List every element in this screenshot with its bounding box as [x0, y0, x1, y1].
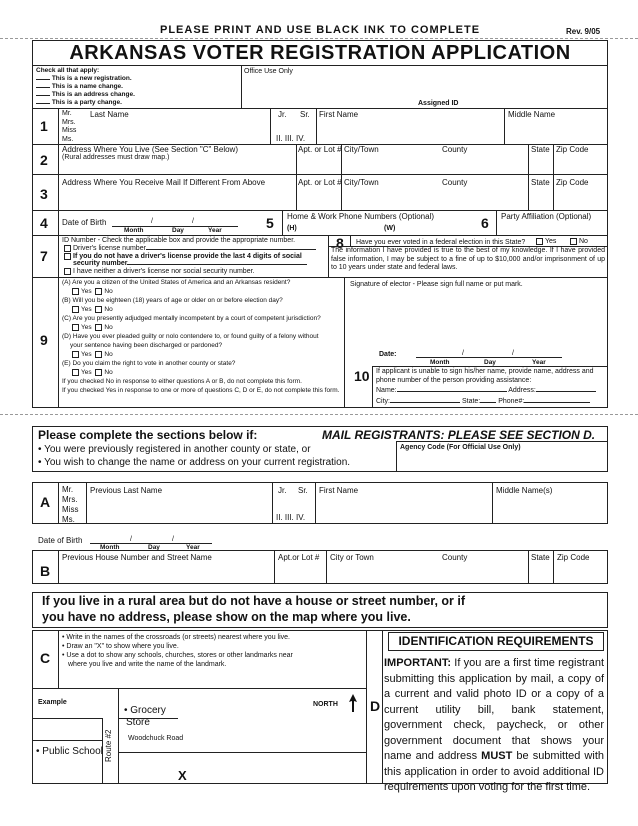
assistant-city-label: City:: [376, 398, 390, 405]
assistant-address-label: Address:: [508, 387, 536, 394]
north-label: NORTH: [313, 701, 338, 708]
prev-first-name-label: First Name: [319, 486, 359, 495]
signature-date-label: Date:: [379, 351, 397, 358]
sig-year-label: Year: [532, 359, 546, 366]
sig-month-label: Month: [430, 359, 450, 366]
prev-house-label: Previous House Number and Street Name: [62, 553, 212, 562]
form-title: ARKANSAS VOTER REGISTRATION APPLICATION: [69, 42, 571, 64]
prev-dob-year: Year: [186, 544, 200, 551]
section-10-number: 10: [354, 368, 370, 384]
section-1-number: 1: [40, 118, 48, 134]
state-label: State: [531, 145, 550, 154]
previous-county-bullet: You were previously registered in another county or state, or: [44, 444, 311, 455]
mail-state-label: State: [531, 178, 550, 187]
drivers-license-label: Driver's license number: [73, 245, 146, 252]
mail-city-label: City/Town: [344, 178, 379, 187]
question-c-yes[interactable]: [72, 324, 79, 331]
signature-date-line[interactable]: [416, 350, 562, 358]
rural-address-note: (Rural addresses must draw map.): [62, 154, 170, 161]
example-label: Example: [38, 699, 67, 706]
new-registration-option: This is a new registration.: [51, 75, 132, 82]
section-3-number: 3: [40, 186, 48, 202]
assigned-id-label: Assigned ID: [418, 100, 459, 107]
question-d-no[interactable]: [95, 351, 102, 358]
section-4-number: 4: [40, 215, 48, 231]
sig-day-label: Day: [484, 359, 496, 366]
prev-state-label: State: [531, 553, 550, 562]
ssn-label-cont: security number: [73, 260, 128, 267]
prev-suffix-options: II. III. IV.: [276, 513, 306, 522]
print-instruction: PLEASE PRINT AND USE BLACK INK TO COMPLETE: [160, 24, 481, 36]
assistant-phone-label: Phone#:: [498, 398, 525, 405]
date-of-birth-label: Date of Birth: [62, 218, 107, 227]
question-e: (E) Do you claim the right to vote in another county or state?: [62, 360, 236, 368]
dob-month-label: Month: [124, 227, 144, 234]
revision-label: Rev. 9/05: [566, 27, 601, 36]
title-options: Mr. Mrs. Miss Ms.: [62, 110, 77, 143]
rural-notice-line1: If you live in a rural area but do not have a house or street number, or if: [42, 594, 466, 608]
prev-county-label: County: [442, 553, 468, 562]
question-b: (B) Will you be eighteen (18) years of age or older on or before election day?: [62, 297, 283, 305]
question-b-yes[interactable]: [72, 306, 79, 313]
sr-label: Sr.: [300, 110, 310, 119]
complete-sections-heading: Please complete the sections below if:: [38, 428, 258, 442]
agency-code-label: Agency Code (For Official Use Only): [400, 444, 521, 451]
voted-yes-label: Yes: [545, 238, 557, 245]
ssn-checkbox[interactable]: [64, 253, 71, 260]
public-school-landmark: • Public School: [36, 746, 103, 757]
previous-last-name-label: Previous Last Name: [90, 486, 163, 495]
prev-title-options: Mr. Mrs. Miss Ms.: [62, 485, 79, 524]
question-d: (D) Have you ever pleaded guilty or nolo contendere to, or found guilty of a felony without: [62, 333, 319, 341]
first-name-label: First Name: [319, 110, 359, 119]
id-requirements-title: IDENTIFICATION REQUIREMENTS: [398, 634, 594, 648]
prev-dob-month: Month: [100, 544, 120, 551]
note-yes-answers: If you checked Yes in response to one or more of questions C, D or E, do not complete this form.: [62, 386, 340, 394]
name-address-change-bullet: You wish to change the name or address on your current registration.: [44, 457, 351, 468]
rural-notice-line2: you have no address, please show on the map where you live.: [42, 610, 411, 624]
question-a-no[interactable]: [95, 288, 102, 295]
top-dashed-line: [0, 38, 638, 39]
county-label: County: [442, 145, 468, 154]
voted-no-checkbox[interactable]: [570, 238, 577, 245]
prev-dob-line[interactable]: [90, 536, 212, 544]
prev-sr-label: Sr.: [298, 486, 308, 495]
dob-day-label: Day: [172, 227, 184, 234]
signature-area[interactable]: [350, 292, 604, 344]
woodchuck-road-line: [118, 752, 366, 753]
voted-yes-checkbox[interactable]: [536, 238, 543, 245]
office-use-label: Office Use Only: [244, 68, 293, 75]
mail-zip-label: Zip Code: [556, 178, 589, 187]
prev-middle-names-label: Middle Name(s): [496, 486, 553, 495]
no-id-checkbox[interactable]: [64, 268, 71, 275]
mailing-address-label: Address Where You Receive Mail If Different From Above: [62, 178, 266, 187]
no-id-label: I have neither a driver's license nor social security number.: [73, 268, 255, 275]
prev-apt-label: Apt.or Lot #: [278, 553, 320, 562]
voted-no-label: No: [579, 238, 588, 245]
mail-registrants-note: MAIL REGISTRANTS: PLEASE SEE SECTION D.: [322, 428, 596, 442]
prev-dob-day: Day: [148, 544, 160, 551]
question-c-no[interactable]: [95, 324, 102, 331]
question-e-yes[interactable]: [72, 369, 79, 376]
city-town-label: City/Town: [344, 145, 379, 154]
map-road-mid-left: [32, 740, 102, 741]
section-a-letter: A: [40, 494, 51, 510]
route-2-right-line: [118, 688, 119, 784]
question-c: (C) Are you presently adjudged mentally incompetent by a court of competent jurisdiction?: [62, 315, 321, 323]
section-8-number: 8: [336, 235, 344, 251]
drivers-license-checkbox[interactable]: [64, 245, 71, 252]
middle-name-label: Middle Name: [508, 110, 556, 119]
assistant-state-label: State:: [461, 398, 481, 405]
jr-label: Jr.: [278, 110, 287, 119]
party-change-option: This is a party change.: [51, 99, 122, 106]
prev-dob-label: Date of Birth: [38, 536, 83, 545]
dob-year-label: Year: [208, 227, 222, 234]
oath-text: The information I have provided is true to the best of my knowledge. If I have provided false information, I may be subject to a fine of up to $10,000 and/or imprisonment of up to 10 years under state and federal laws.: [331, 247, 605, 271]
route-2-label: Route #2: [104, 729, 113, 762]
woodchuck-road-label: Woodchuck Road: [128, 735, 184, 742]
home-address-label: Address Where You Live (See Section "C" Below): [62, 145, 238, 154]
residence-x-mark: X: [178, 768, 187, 783]
question-d-cont: your sentence having been discharged or pardoned?: [70, 342, 223, 349]
section-c-letter: C: [40, 650, 51, 666]
apt-lot-label: Apt. or Lot #: [298, 145, 342, 154]
phone-numbers-label: Home & Work Phone Numbers (Optional): [287, 212, 435, 221]
eligibility-questions: (A) Are you a citizen of the United States of America and an Arkansas resident? Yes No (B) Will you be eighteen (18) years of age or older on or before election day? Yes No (C) Are you presently adjudged mentally incompetent by a court of competent jurisdiction? Yes No (D) Have you ever pleaded guilty or nolo contendere to, or found guilty of a felony without your sentence having been discharged or pardoned? Yes No (E) Do you claim the right to vote in another county or state? Yes No If you checked No in response to either questions A or B, do not complete this form. If you checked Yes in response to one or more of questions C, D or E, do not complete this form.: [62, 279, 342, 396]
signature-label: Signature of elector - Please sign full name or put mark.: [350, 281, 523, 288]
section-9-number: 9: [40, 332, 48, 348]
address-change-option: This is an address change.: [51, 91, 135, 98]
prev-jr-label: Jr.: [278, 486, 287, 495]
section-2-number: 2: [40, 152, 48, 168]
question-a: (A) Are you a citizen of the United States of America and an Arkansas resident?: [62, 279, 291, 286]
ssn-label: If you do not have a driver's license provide the last 4 digits of social: [73, 253, 302, 260]
last-name-label: Last Name: [90, 110, 129, 119]
map-instructions: • Write in the names of the crossroads (or streets) nearest where you live. • Draw an "X" to show where you live. • Use a dot to show any schools, churches, stores or other landmarks near where you live and write the name of the landmark.: [62, 634, 293, 668]
question-b-no[interactable]: [95, 306, 102, 313]
home-phone-label: (H): [287, 225, 297, 232]
assistance-instruction: If applicant is unable to sign his/her name, provide name, address and phone number of the person providing assistance:: [376, 368, 594, 384]
question-d-yes[interactable]: [72, 351, 79, 358]
note-no-answers: If you checked No in response to either questions A or B, do not complete this form.: [62, 378, 302, 386]
dob-line[interactable]: [112, 218, 238, 227]
mail-county-label: County: [442, 178, 468, 187]
registration-type-options: [36, 75, 135, 107]
north-arrow-icon: [349, 694, 357, 712]
federal-election-question: Have you ever voted in a federal election in this State?: [356, 239, 526, 246]
grocery-store-landmark: • Grocery Store: [124, 705, 166, 728]
question-e-no[interactable]: [95, 369, 102, 376]
suffix-options: II. III. IV.: [276, 134, 306, 143]
section-6-number: 6: [481, 215, 489, 231]
prev-city-label: City or Town: [330, 553, 374, 562]
map-road-top-left: [32, 718, 102, 719]
id-number-instruction: ID Number - Check the applicable box and provide the appropriate number.: [62, 237, 296, 244]
party-affiliation-label: Party Affiliation (Optional): [501, 212, 592, 221]
section-b-letter: B: [40, 563, 51, 579]
section-d-letter: D: [370, 698, 381, 714]
check-all-label: Check all that apply:: [36, 67, 100, 74]
id-requirements-text: IMPORTANT: If you are a first time registrant submitting this application by mail, a copy of a current and valid photo ID or a copy of a current utility bill, bank statement, government check, paycheck, or other government document that shows your name and address MUST be submitted with this application in order to avoid additional ID requirements upon voting for the first time.: [384, 657, 605, 793]
work-phone-label: (W): [384, 225, 396, 232]
name-change-option: This is a name change.: [51, 83, 123, 90]
mail-apt-label: Apt. or Lot #: [298, 178, 342, 187]
section-5-number: 5: [266, 215, 274, 231]
question-a-yes[interactable]: [72, 288, 79, 295]
assistant-name-label: Name:: [376, 387, 397, 394]
zip-code-label: Zip Code: [556, 145, 589, 154]
section-7-number: 7: [40, 248, 48, 264]
prev-zip-label: Zip Code: [557, 553, 590, 562]
